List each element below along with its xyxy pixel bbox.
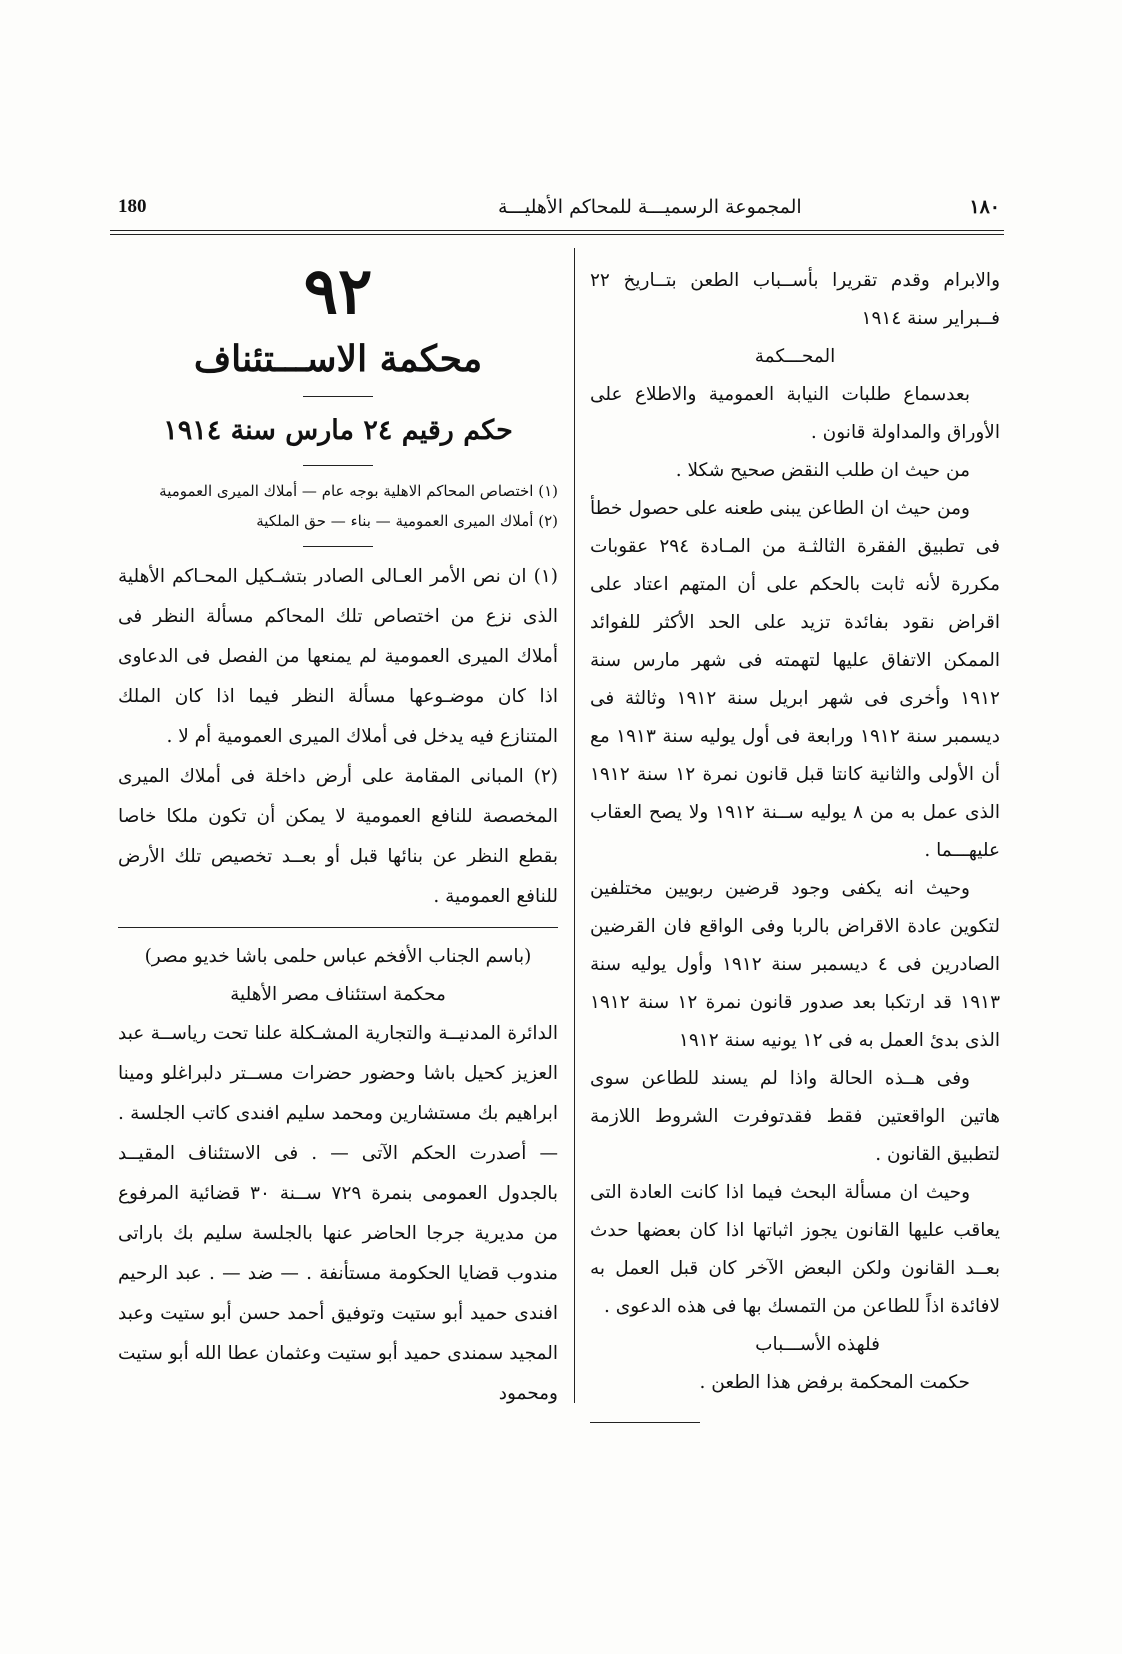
summary-item: (٢) أملاك الميرى العمومية — بناء — حق الملكية — [256, 512, 558, 530]
page-number-latin: 180 — [118, 196, 147, 217]
paragraph: بعدسماع طلبات النيابة العمومية والاطلاع على الأوراق والمداولة قانون . — [590, 384, 1000, 443]
running-title: المجموعة الرسميـــة للمحاكم الأهليـــة — [498, 196, 802, 218]
ruling: حكمت المحكمة برفض هذا الطعن . — [699, 1372, 970, 1393]
paragraph: ومن حيث ان الطاعن يبنى طعنه على حصول خطأ فى تطبيق الفقرة الثالثـة من المـادة ٢٩٤ عقوبات مكررة لأنه ثابت بالحكم على أن المتهم اعتاد على اقراض نقود بفائدة تزيد على الحد الأكثر للفوائد الممكن الاتفاق عليها لتهمته فى شهر مارس سنة ١٩١٢ وأخرى فى شهر ابريل سنة ١٩١٢ وثالثة فى ديسمبر سنة ١٩١٢ ورابعة فى أول يوليه سنة ١٩١٣ مع أن الأولى والثانية كانتا قبل قانون نمرة ١٢ سنة ١٩١٢ الذى عمل به من ٨ يوليه ســنة ١٩١٢ ولا يصح العقاب عليهـــما . — [590, 498, 1001, 861]
header-rule-top — [110, 230, 1004, 231]
section-heading: المحـــكمة — [754, 346, 836, 367]
paragraph: من حيث ان طلب النقض صحيح شكلا . — [675, 460, 970, 481]
divider — [303, 546, 373, 547]
court-name: محكمة استئناف مصر الأهلية — [230, 984, 446, 1005]
divider — [303, 465, 373, 466]
divider — [118, 927, 558, 928]
paragraph: والابرام وقدم تقريرا بأســباب الطعن بتــاريخ ٢٢ فــبراير سنة ١٩١٤ — [590, 270, 1000, 329]
page-header — [118, 196, 1000, 226]
end-rule — [590, 1422, 700, 1423]
reasons-heading: فلهذه الأســـباب — [755, 1334, 880, 1355]
divider — [303, 396, 373, 397]
paragraph: وحيث ان مسألة البحث فيما اذا كانت العادة التى يعاقب عليها القانون يجوز اثباتها اذا كان بعضها حدث بعــد القانون ولكن البعض الآخر كان قبل العمل به لافائدة اذاً للطاعن من التمسك بها فى هذه الدعوى . — [590, 1182, 1000, 1317]
paragraph: وحيث انه يكفى وجود قرضين ربويين مختلفين لتكوين عادة الاقراض بالربا وفى الواقع فان القرضين الصادرين فى ٤ ديسمبر سنة ١٩١٢ وأول يوليه سنة ١٩١٣ قد ارتكبا بعد صدور قانون نمرة ١٢ سنة ١٩١٢ الذى بدئ العمل به فى ١٢ يونيه سنة ١٩١٢ — [590, 878, 1001, 1051]
summary-item: (١) اختصاص المحاكم الاهلية بوجه عام — أملاك الميرى العمومية — [159, 482, 558, 500]
principle: (٢) المبانى المقامة على أرض داخلة فى أملاك الميرى المخصصة للنافع العمومية لا يمكن أن تكون ملكا خاصا بقطع النظر عن بنائها قبل أو بعــد تخصيص تلك الأرض للنافع العمومية . — [118, 766, 558, 907]
right-column — [590, 262, 1000, 1423]
case-number: ٩٢ — [303, 254, 373, 329]
left-column — [118, 252, 558, 1414]
page-number-arabic: ١٨٠ — [969, 196, 1000, 218]
judgment-date: حكم رقيم ٢٤ مارس سنة ١٩١٤ — [163, 415, 513, 446]
case-body: الدائرة المدنيــة والتجارية المشـكلة علنا تحت رياســة عبد العزيز كحيل باشا وحضور حضرات مســتر دلبراغلو ومينا ابراهيم بك مستشارين ومحمد سليم افندى كاتب الجلسة . — أصدرت الحكم الآتى — . فى الاستئناف المقيــد بالجدول العمومى بنمرة ٧٢٩ ســنة ٣٠ قضائية المرفوع من مديرية جرجا الحاضر عنها بالجلسة سليم بك باراتى مندوب قضايا الحكومة مستأنفة . — ضد — . عبد الرحيم افندى حميد أبو ستيت وتوفيق أحمد حسن أبو ستيت وعبد المجيد سمندى حميد أبو ستيت وعثمان عطا الله أبو ستيت ومحمود — [118, 1023, 559, 1404]
principle: (١) ان نص الأمر العـالى الصادر بتشـكيل المحـاكم الأهلية الذى نزع من اختصاص تلك المحاكم مسألة النظر فى أملاك الميرى العمومية لم يمنعها من الفصل فى الدعاوى اذا كان موضـوعها مسألة النظر فيما اذا كان الملك المتنازع فيه يدخل فى أملاك الميرى العمومية أم لا . — [118, 566, 558, 747]
paragraph: وفى هــذه الحالة واذا لم يسند للطاعن سوى هاتين الواقعتين فقط فقدتوفرت الشروط اللازمة لتطبيق القانون . — [590, 1068, 1000, 1165]
column-divider — [574, 248, 575, 1403]
invocation: (باسم الجناب الأفخم عباس حلمى باشا خديو مصر) — [144, 946, 532, 967]
court-title: محكمة الاســـتئناف — [193, 338, 483, 380]
header-rule-bottom — [110, 234, 1004, 235]
